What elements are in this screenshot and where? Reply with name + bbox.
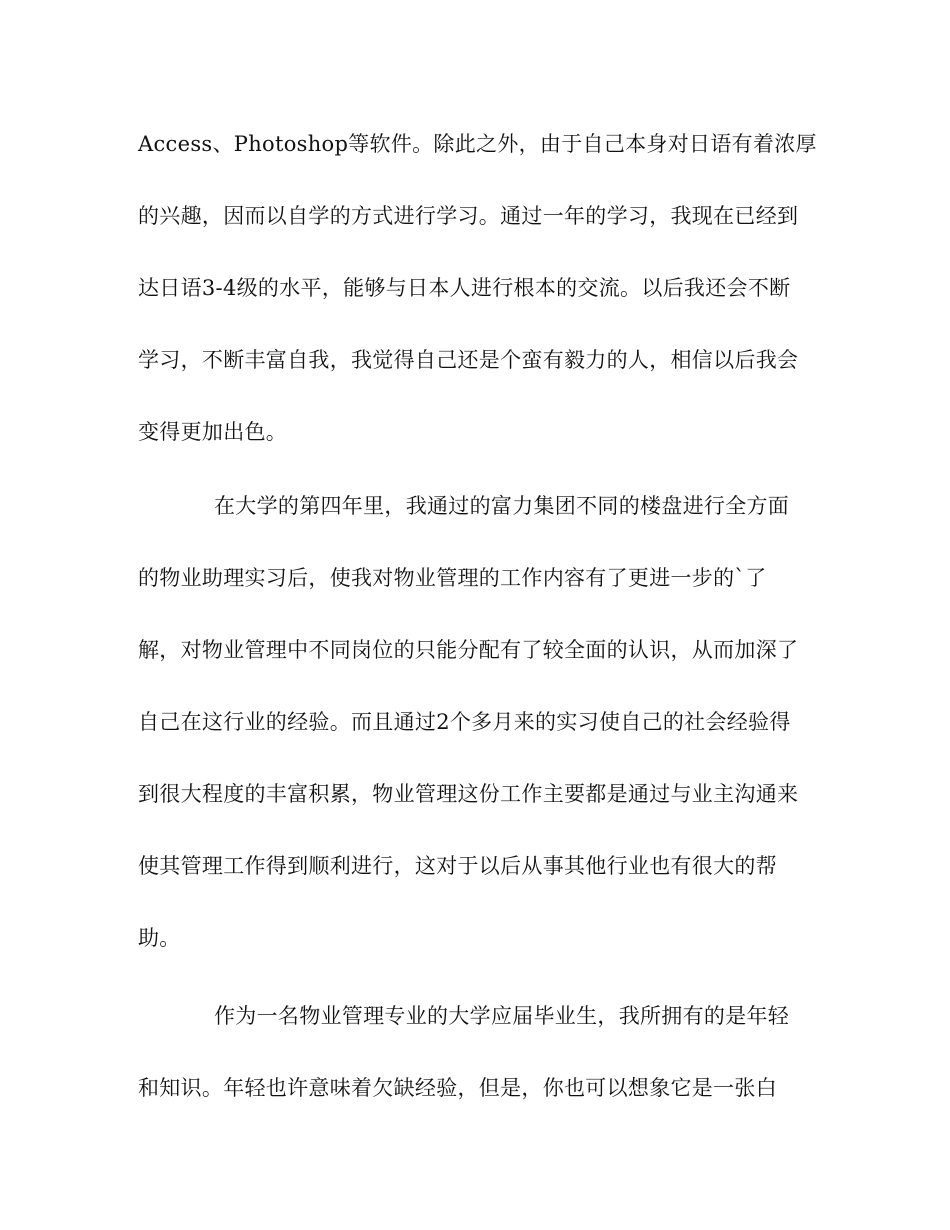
text-line: Access、Photoshop等软件。除此之外，由于自己本身对日语有着浓厚: [138, 132, 817, 156]
text-line: 和知识。年轻也许意味着欠缺经验，但是，你也可以想象它是一张白: [138, 1076, 777, 1100]
text-line: 自己在这行业的经验。而且通过2个多月来的实习使自己的社会经验得: [138, 710, 791, 734]
text-line: 解，对物业管理中不同岗位的只能分配有了较全面的认识，从而加深了: [138, 638, 799, 662]
text-line: 使其管理工作得到顺利进行，这对于以后从事其他行业也有很大的帮: [138, 854, 777, 878]
text-line: 助。: [138, 926, 181, 950]
paragraph-first-line: 作为一名物业管理专业的大学应届毕业生，我所拥有的是年轻: [214, 1004, 790, 1028]
text-line: 变得更加出色。: [138, 420, 288, 444]
text-line: 学习，不断丰富自我，我觉得自己还是个蛮有毅力的人，相信以后我会: [138, 348, 799, 372]
text-line: 达日语3-4级的水平，能够与日本人进行根本的交流。以后我还会不断: [138, 276, 791, 300]
text-line: 到很大程度的丰富积累，物业管理这份工作主要都是通过与业主沟通来: [138, 782, 799, 806]
paragraph-first-line: 在大学的第四年里，我通过的富力集团不同的楼盘进行全方面: [214, 494, 790, 518]
text-line: 的兴趣，因而以自学的方式进行学习。通过一年的学习，我现在已经到: [138, 204, 799, 228]
text-line: 的物业助理实习后，使我对物业管理的工作内容有了更进一步的`了: [138, 566, 767, 590]
